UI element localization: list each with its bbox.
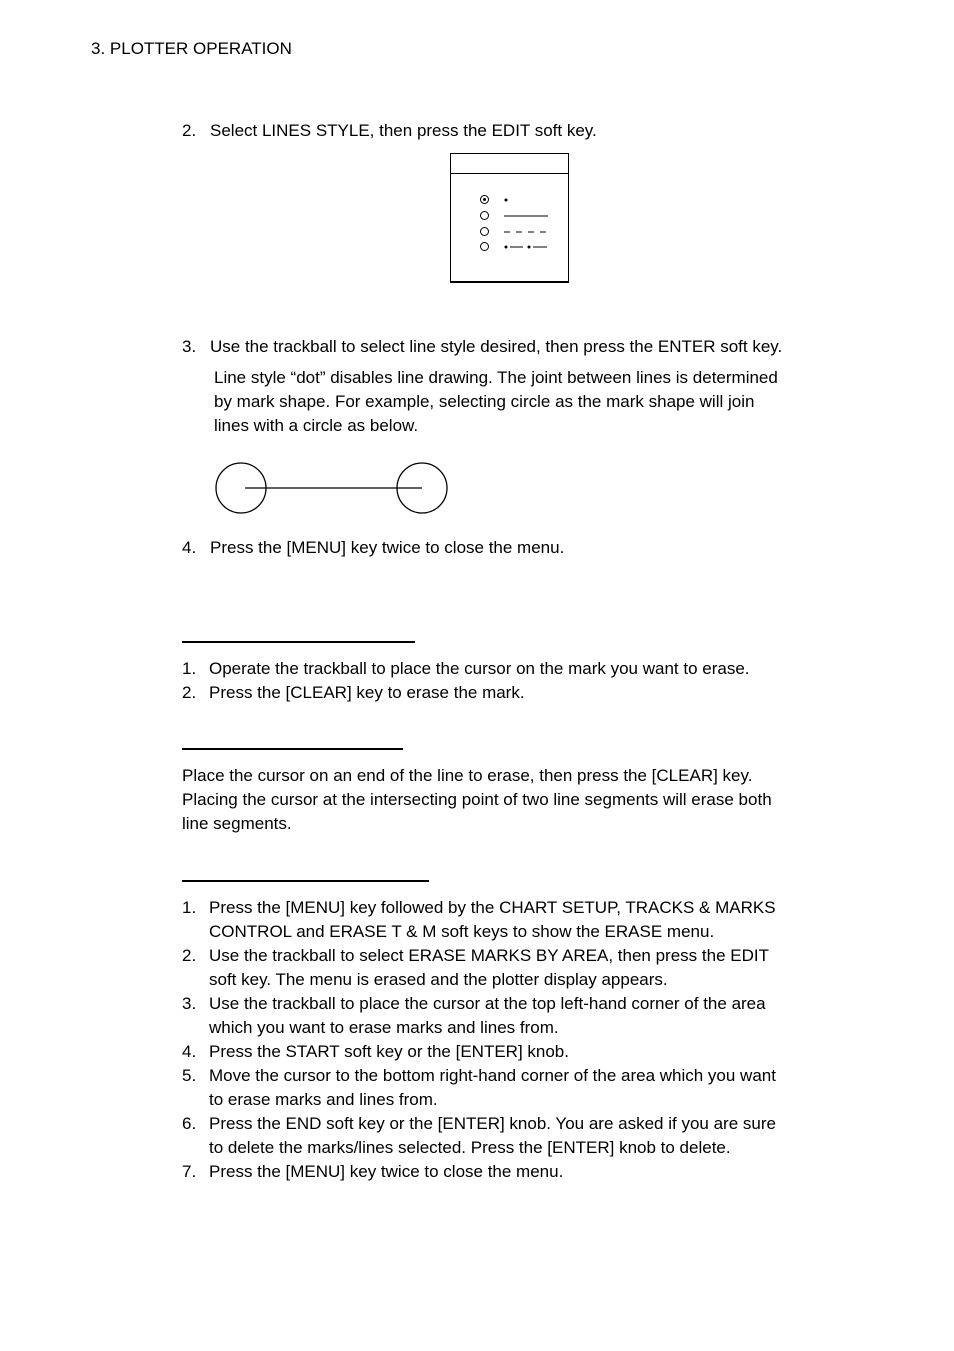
step-text: Press the [MENU] key twice to close the menu. <box>210 538 565 557</box>
step-text: Press the [MENU] key twice to close the menu. <box>209 1162 564 1181</box>
step-number: 4. <box>182 538 197 557</box>
step-number: 3. <box>182 994 197 1013</box>
step-number: 5. <box>182 1066 197 1085</box>
step-text: which you want to erase marks and lines from. <box>209 1018 559 1037</box>
step-text: Select LINES STYLE, then press the EDIT soft key. <box>210 121 597 140</box>
radio-dashed-icon <box>480 227 489 236</box>
step-number: 1. <box>182 659 197 678</box>
step-text: Press the START soft key or the [ENTER] knob. <box>209 1042 569 1061</box>
radio-dot-selected-icon <box>480 195 489 204</box>
erase-mark-step <box>182 657 882 681</box>
page-header: 3. PLOTTER OPERATION <box>91 39 292 58</box>
step-number: 6. <box>182 1114 197 1133</box>
erase-area-step <box>182 992 882 1040</box>
step-number: 3. <box>182 337 197 356</box>
erase-area-step <box>182 1040 882 1064</box>
step-text: Press the END soft key or the [ENTER] knob. You are asked if you are sure <box>209 1114 776 1133</box>
step-text: Move the cursor to the bottom right-hand corner of the area which you want <box>209 1066 776 1085</box>
erase-line-text: line segments. <box>182 814 292 833</box>
erase-area-step <box>182 944 882 992</box>
step-text: to delete the marks/lines selected. Press the [ENTER] knob to delete. <box>209 1138 731 1157</box>
dashed-line-swatch <box>504 227 548 237</box>
step-number: 2. <box>182 946 197 965</box>
step-4 <box>182 536 682 560</box>
step-text: Use the trackball to place the cursor at the top left-hand corner of the area <box>209 994 766 1013</box>
step-number: 1. <box>182 898 197 917</box>
step-3 <box>182 335 882 359</box>
erase-area-step <box>182 896 882 944</box>
note-line: lines with a circle as below. <box>214 416 419 435</box>
dot-dash-line-swatch <box>504 242 548 252</box>
erase-line-text: Place the cursor on an end of the line to erase, then press the [CLEAR] key. <box>182 766 753 785</box>
erase-area-step <box>182 1160 882 1184</box>
step-text: CONTROL and ERASE T & M soft keys to show the ERASE menu. <box>209 922 715 941</box>
step-number: 7. <box>182 1162 197 1181</box>
radio-dot-dash-icon <box>480 242 489 251</box>
step-text: Use the trackball to select ERASE MARKS BY AREA, then press the EDIT <box>209 946 769 965</box>
note-line: by mark shape. For example, selecting circle as the mark shape will join <box>214 392 755 411</box>
step-text: soft key. The menu is erased and the plotter display appears. <box>209 970 668 989</box>
step-number: 2. <box>182 683 197 702</box>
erase-line-text: Placing the cursor at the intersecting point of two line segments will erase both <box>182 790 772 809</box>
erase-area-step <box>182 1112 882 1160</box>
step-text: Press the [CLEAR] key to erase the mark. <box>209 683 525 702</box>
note-line: Line style “dot” disables line drawing. The joint between lines is determined <box>214 368 778 387</box>
step-number: 2. <box>182 121 197 140</box>
step-text: to erase marks and lines from. <box>209 1090 438 1109</box>
menu-title-divider <box>451 173 568 174</box>
step-text: Use the trackball to select line style desired, then press the ENTER soft key. <box>210 337 783 356</box>
step-text: Press the [MENU] key followed by the CHART SETUP, TRACKS & MARKS <box>209 898 776 917</box>
solid-line-swatch <box>504 211 548 221</box>
section-heading-rule <box>182 641 415 643</box>
erase-mark-step <box>182 681 882 705</box>
line-style-menu <box>450 153 569 283</box>
dot-line-swatch <box>504 195 548 205</box>
step-number: 4. <box>182 1042 197 1061</box>
step-text: Operate the trackball to place the cursor on the mark you want to erase. <box>209 659 750 678</box>
radio-solid-icon <box>480 211 489 220</box>
circle-joint-diagram <box>212 460 452 518</box>
step-2 <box>182 119 862 143</box>
section-heading-rule <box>182 748 403 750</box>
section-heading-rule <box>182 880 429 882</box>
erase-area-step <box>182 1064 882 1112</box>
